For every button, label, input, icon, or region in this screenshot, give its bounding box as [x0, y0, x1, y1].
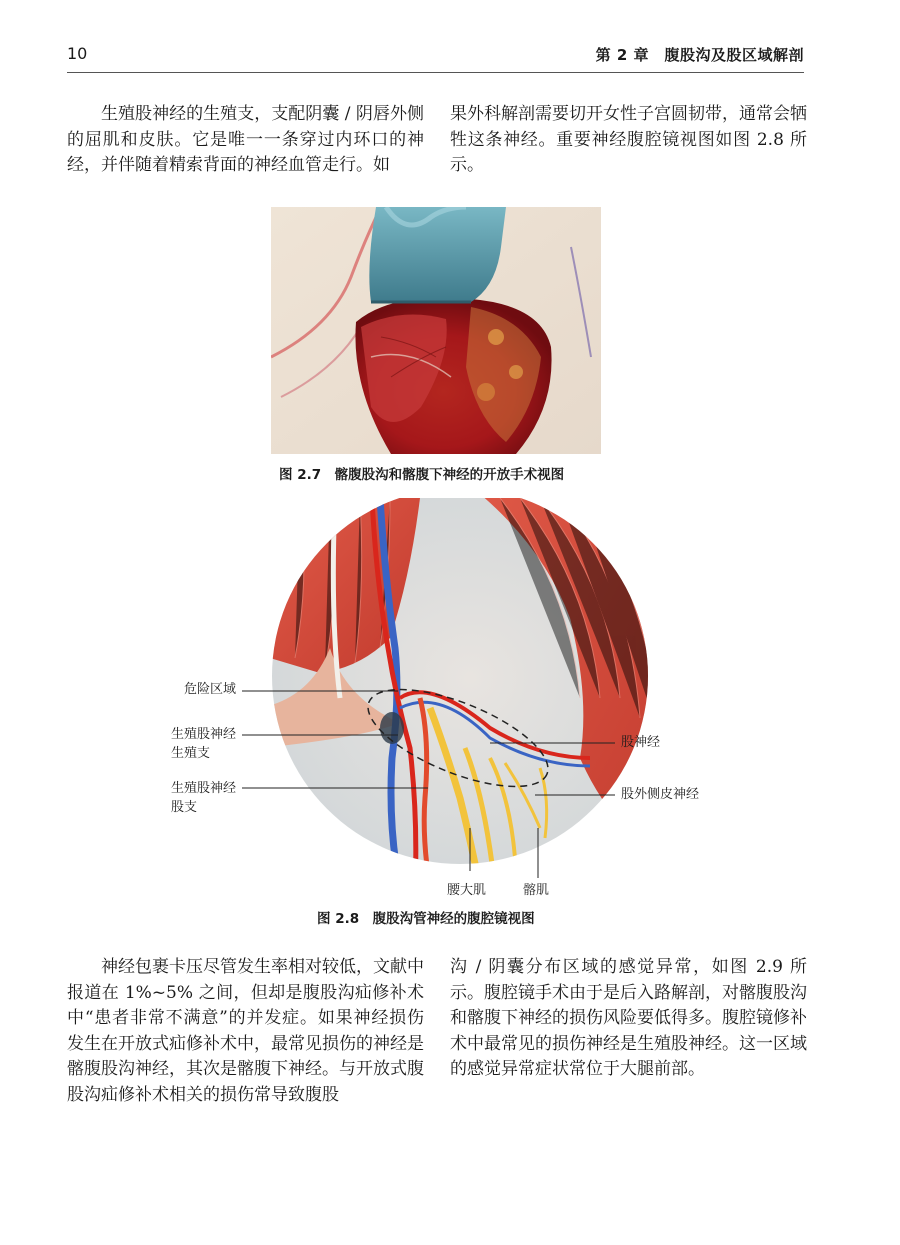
label-femoral-nerve: 股神经	[621, 735, 661, 750]
paragraph-text: 沟 / 阴囊分布区域的感觉异常，如图 2.9 所示。腹腔镜手术由于是后入路解剖，对髂腹股沟和髂腹下神经的损伤风险要低得多。腹腔镜修补术中最常见的损伤神经是生殖股神经。这一区域的感觉异常症状常位于大腿前部。	[450, 957, 807, 1079]
label-femoral-branch-line2: 股支	[171, 800, 198, 815]
figure-2-7-surgical-photo	[271, 207, 601, 454]
top-right-paragraph	[450, 102, 807, 179]
top-left-paragraph	[67, 102, 424, 179]
label-iliacus: 髂肌	[523, 883, 550, 898]
bottom-right-paragraph	[450, 955, 807, 1083]
figure-2-8-laparoscopic-diagram	[160, 498, 740, 888]
page-header	[67, 44, 804, 73]
bottom-left-paragraph	[67, 955, 424, 1108]
label-genital-branch-line1: 生殖股神经	[171, 727, 237, 742]
label-genital-branch-line2: 生殖支	[171, 746, 211, 761]
paragraph-text: 生殖股神经的生殖支，支配阴囊 / 阴唇外侧的屈肌和皮肤。它是唯一一条穿过内环口的神经，并伴随着精索背面的神经血管走行。如	[67, 104, 424, 175]
paragraph-text: 果外科解剖需要切开女性子宫圆韧带，通常会牺牲这条神经。重要神经腹腔镜视图如图 2.8 所示。	[450, 104, 807, 175]
label-lateral-cutaneous-nerve: 股外侧皮神经	[621, 787, 700, 802]
label-danger-zone: 危险区域	[184, 682, 237, 697]
figure-2-8-caption: 图 2.8 腹股沟管神经的腹腔镜视图	[317, 911, 535, 927]
label-psoas-major: 腰大肌	[447, 883, 487, 898]
figure-2-7-caption: 图 2.7 髂腹股沟和髂腹下神经的开放手术视图	[279, 467, 565, 483]
chapter-title: 第 2 章 腹股沟及股区域解剖	[595, 46, 804, 64]
page-number: 10	[67, 44, 88, 63]
label-femoral-branch-line1: 生殖股神经	[171, 781, 237, 796]
paragraph-text: 神经包裹卡压尽管发生率相对较低，文献中报道在 1%~5% 之间，但却是腹股沟疝修补术中“患者非常不满意”的并发症。如果神经损伤发生在开放式疝修补术中，最常见损伤的神经是髂腹股沟神经，其次是髂腹下神经。与开放式腹股沟疝修补术相关的损伤常导致腹股	[67, 957, 424, 1105]
